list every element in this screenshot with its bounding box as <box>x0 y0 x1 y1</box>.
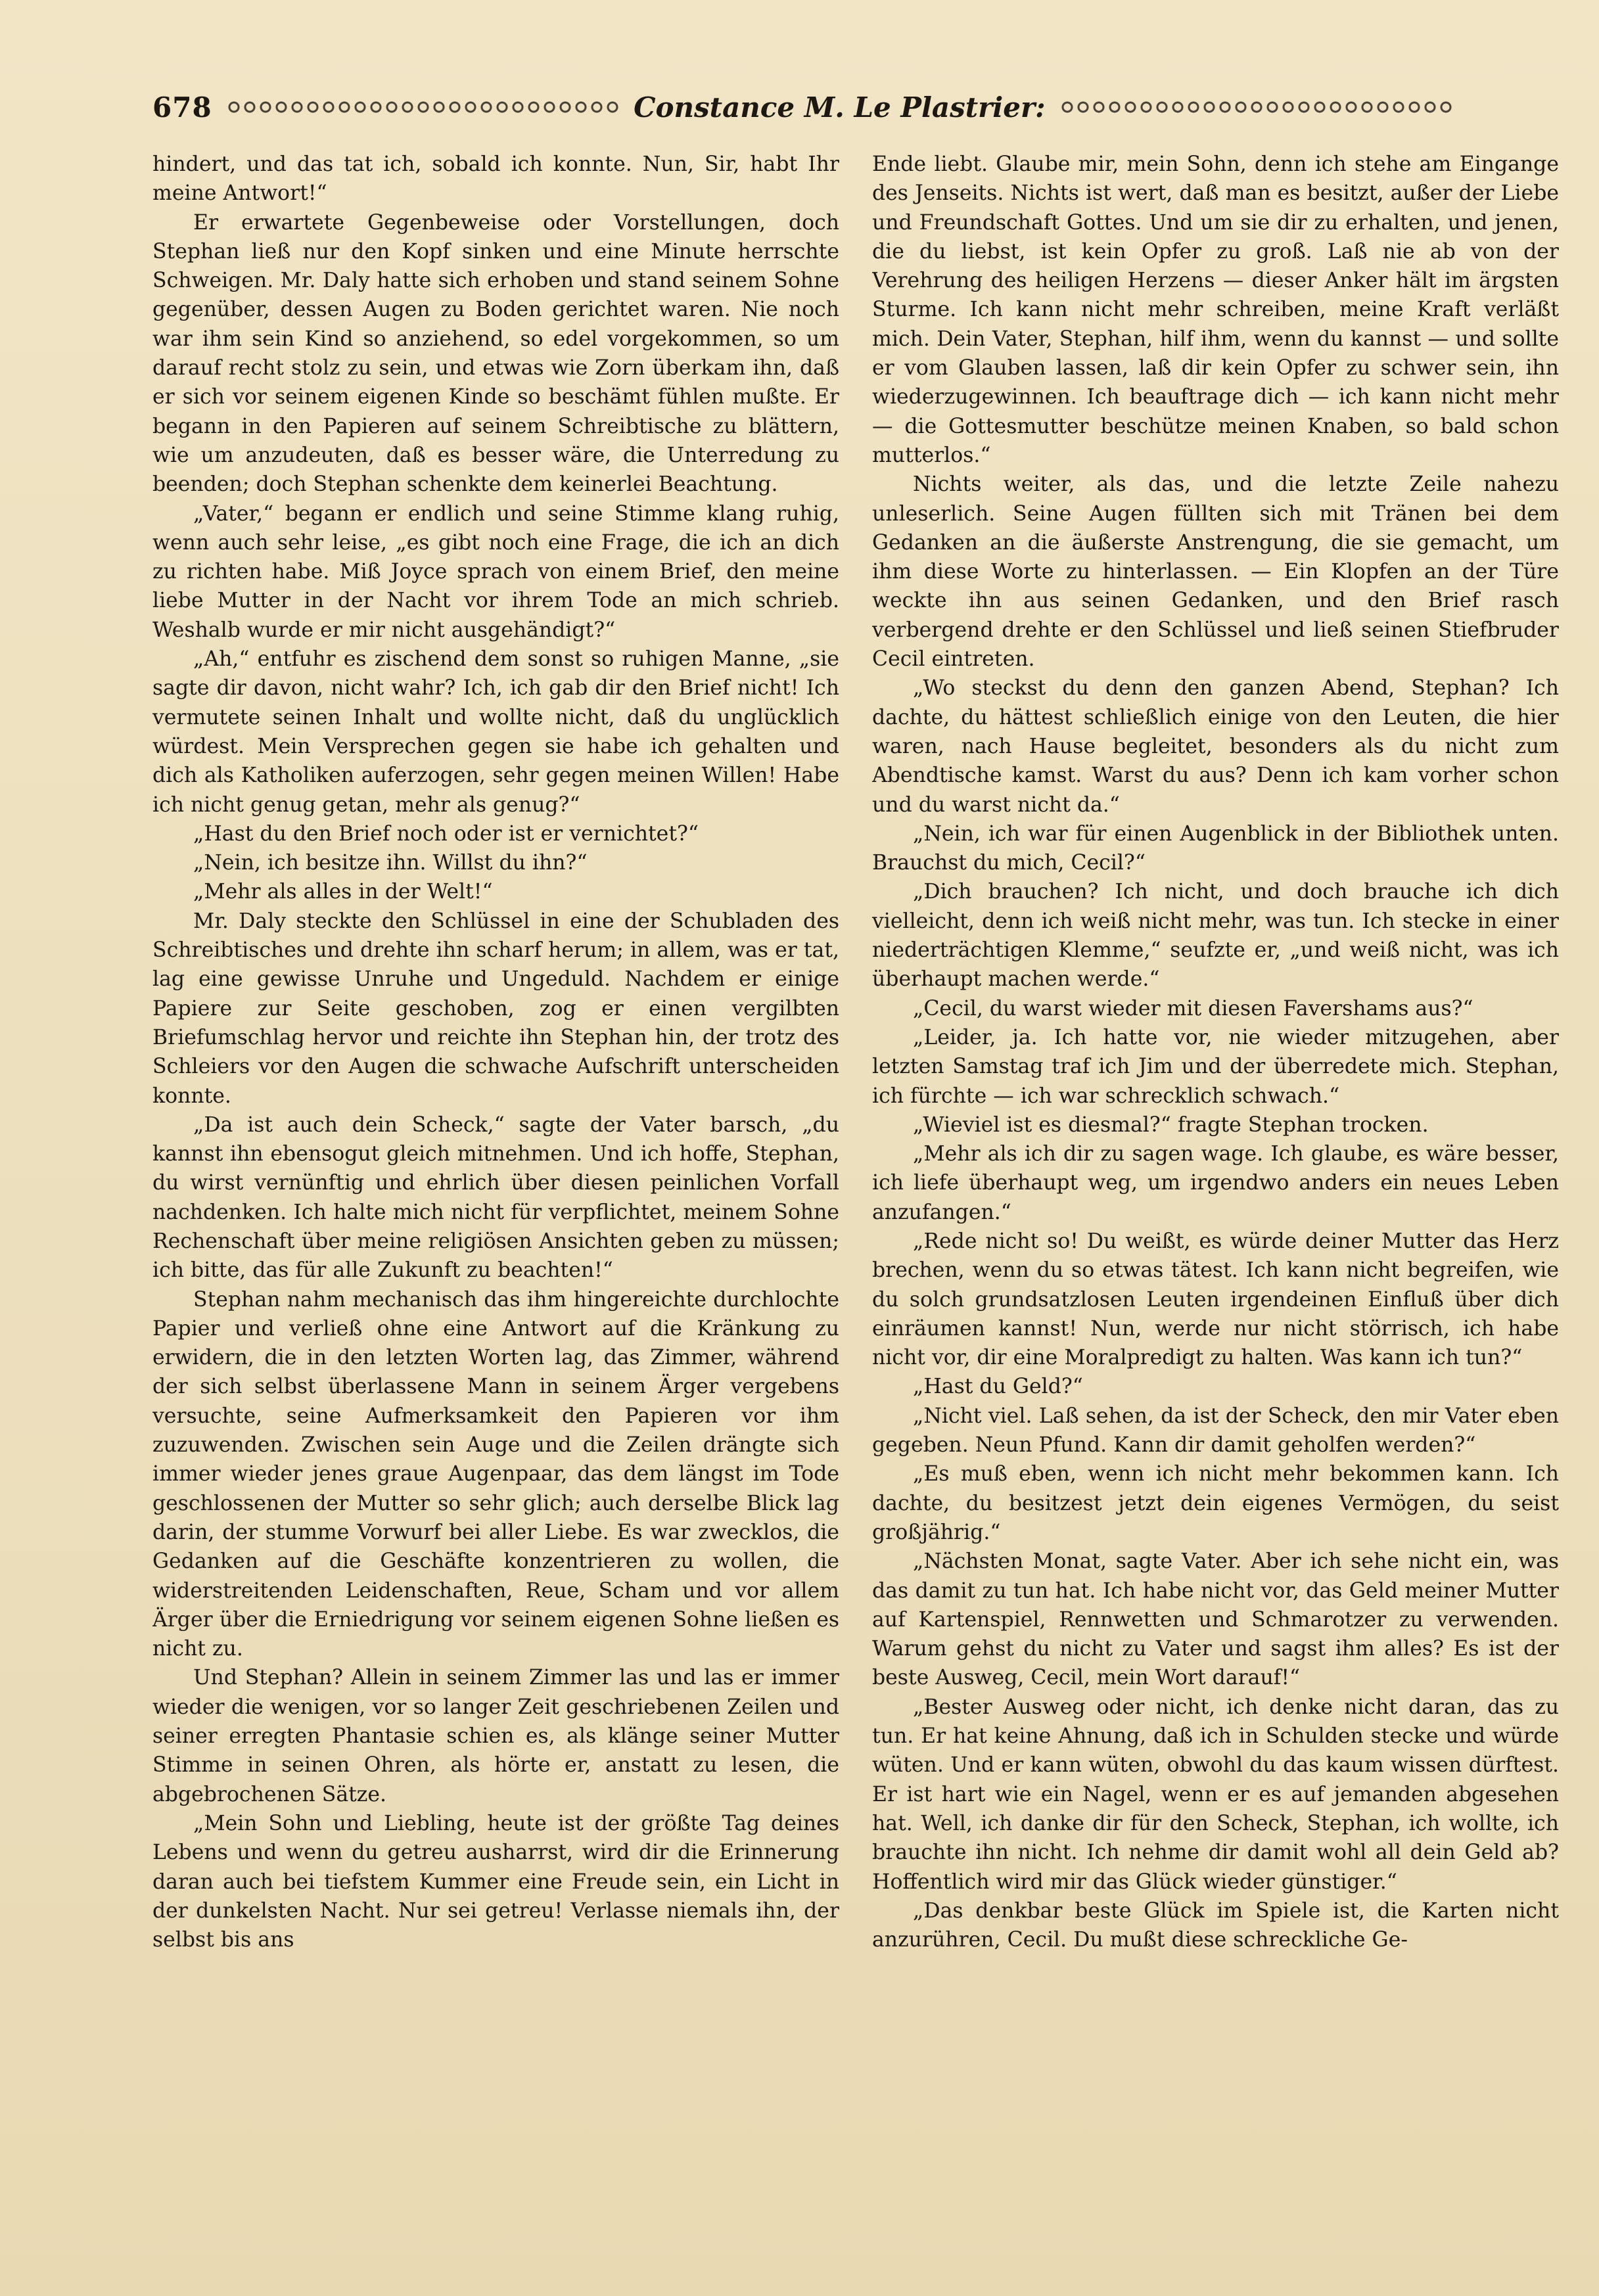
paragraph: Nichts weiter, als das, und die letzte Zeile nahezu unleserlich. Seine Augen füllten sich mit Tränen bei dem Gedanken an die äußerste Anstrengung, die sie gemacht, um ihm diese Worte zu hinterlassen. — Ein Klopfen an der Türe weckte ihn aus seinen Gedanken, und den Brief rasch verbergend drehte er den Schlüssel und ließ seinen Stiefbruder Cecil eintreten. <box>872 472 1559 672</box>
paragraph: „Mein Sohn und Liebling, heute ist der größte Tag deines Lebens und wenn du getreu ausharrst, wird dir die Erinnerung daran auch bei tiefstem Kummer eine Freude sein, ein Licht in der dunkelsten Nacht. Nur sei getreu! Verlasse niemals ihn, der selbst bis ans <box>152 1811 839 1952</box>
paragraph: „Wieviel ist es diesmal?“ fragte Stephan trocken. <box>913 1113 1429 1137</box>
paragraph: Stephan nahm mechanisch das ihm hingereichte durchlochte Papier und verließ ohne eine Antwort auf die Kränkung zu erwidern, die in den letzten Worten lag, das Zimmer, während der sich selbst überlassene Mann in seinem Ärger vergebens versuchte, seine Aufmerksamkeit den Papieren vor ihm zuzuwenden. Zwischen sein Auge und die Zeilen drängte sich immer wieder jenes graue Augenpaar, das dem längst im Tode geschlossenen der Mutter so sehr glich; auch derselbe Blick lag darin, der stumme Vorwurf bei aller Liebe. Es war zwecklos, die Gedanken auf die Geschäfte konzentrieren zu wollen, die widerstreitenden Leidenschaften, Reue, Scham und vor allem Ärger über die Erniedrigung vor seinem eigenen Sohne ließen es nicht zu. <box>152 1287 839 1661</box>
paragraph: „Es muß eben, wenn ich nicht mehr bekommen kann. Ich dachte, du besitzest jetzt dein eigenes Vermögen, du seist großjährig.“ <box>872 1462 1559 1544</box>
ornament-rule-left <box>227 100 619 114</box>
paragraph: „Leider, ja. Ich hatte vor, nie wieder mitzugehen, aber letzten Samstag traf ich Jim und der überredete mich. Stephan, ich fürchte — ich war schrecklich schwach.“ <box>872 1025 1559 1108</box>
page-number: 678 <box>152 91 212 124</box>
text-column-left <box>152 150 839 2154</box>
paragraph: „Ah,“ entfuhr es zischend dem sonst so ruhigen Manne, „sie sagte dir davon, nicht wahr? Ich, ich gab dir den Brief nicht! Ich vermutete seinen Inhalt und wollte nicht, daß du unglücklich würdest. Mein Versprechen gegen sie habe ich gehalten und dich als Katholiken auferzogen, sehr gegen meinen Willen! Habe ich nicht genug getan, mehr als genug?“ <box>152 647 839 817</box>
paragraph: Er erwartete Gegenbeweise oder Vorstellungen, doch Stephan ließ nur den Kopf sinken und eine Minute herrschte Schweigen. Mr. Daly hatte sich erhoben und stand seinem Sohne gegenüber, dessen Augen zu Boden gerichtet waren. Nie noch war ihm sein Kind so anziehend, so edel vorgekommen, so um darauf recht stolz zu sein, und etwas wie Zorn überkam ihn, daß er sich vor seinem eigenen Kinde so beschämt fühlen mußte. Er begann in den Papieren auf seinem Schreibtische zu blättern, wie um anzudeuten, daß es besser wäre, die Unterredung zu beenden; doch Stephan schenkte dem keinerlei Beachtung. <box>152 210 839 497</box>
paragraph: „Das denkbar beste Glück im Spiele ist, die Karten nicht anzurühren, Cecil. Du mußt diese schreckliche Ge- <box>872 1898 1559 1952</box>
paragraph: „Mehr als alles in der Welt!“ <box>193 880 493 904</box>
paragraph: „Mehr als ich dir zu sagen wage. Ich glaube, es wäre besser, ich liefe überhaupt weg, um irgendwo anders ein neues Leben anzufangen.“ <box>872 1142 1559 1224</box>
paragraph: „Nächsten Monat, sagte Vater. Aber ich sehe nicht ein, was das damit zu tun hat. Ich habe nicht vor, das Geld meiner Mutter auf Kartenspiel, Rennwetten und Schmarotzer zu verwenden. Warum gehst du nicht zu Vater und sagst ihm alles? Es ist der beste Ausweg, Cecil, mein Wort darauf!“ <box>872 1550 1559 1690</box>
paragraph: „Bester Ausweg oder nicht, ich denke nicht daran, das zu tun. Er hat keine Ahnung, daß ich in Schulden stecke und würde wüten. Und er kann wüten, obwohl du das kaum wissen dürftest. Er ist hart wie ein Nagel, wenn er es auf jemanden abgesehen hat. Well, ich danke dir für den Scheck, Stephan, ich wollte, ich brauchte ihn nicht. Ich nehme dir damit wohl all dein Geld ab? Hoffentlich wird mir das Glück wieder günstiger.“ <box>872 1695 1559 1894</box>
paragraph: Und Stephan? Allein in seinem Zimmer las und las er immer wieder die wenigen, vor so langer Zeit geschriebenen Zeilen und seiner erregten Phantasie schien es, als klänge seiner Mutter Stimme in seinen Ohren, als hörte er, anstatt zu lesen, die abgebrochenen Sätze. <box>152 1666 839 1806</box>
running-title: Constance M. Le Plastrier: <box>634 91 1046 124</box>
paragraph: „Hast du Geld?“ <box>913 1375 1083 1399</box>
paragraph: Mr. Daly steckte den Schlüssel in eine der Schubladen des Schreibtisches und drehte ihn scharf herum; in allem, was er tat, lag eine gewisse Unruhe und Ungeduld. Nachdem er einige Papiere zur Seite geschoben, zog er einen vergilbten Briefumschlag hervor und reichte ihn Stephan hin, der trotz des Schleiers vor den Augen die schwache Aufschrift unterscheiden konnte. <box>152 909 839 1108</box>
page-header <box>152 84 1467 130</box>
paragraph: „Vater,“ begann er endlich und seine Stimme klang ruhig, wenn auch sehr leise, „es gibt noch eine Frage, die ich an dich zu richten habe. Miß Joyce sprach von einem Brief, den meine liebe Mutter in der Nacht vor ihrem Tode an mich schrieb. Weshalb wurde er mir nicht ausgehändigt?“ <box>152 501 839 642</box>
paragraph: „Cecil, du warst wieder mit diesen Favershams aus?“ <box>913 996 1473 1021</box>
paragraph: „Da ist auch dein Scheck,“ sagte der Vater barsch, „du kannst ihn ebensogut gleich mitnehmen. Und ich hoffe, Stephan, du wirst vernünftig und ehrlich über diesen peinlichen Vorfall nachdenken. Ich halte mich nicht für verpflichtet, meinem Sohne Rechenschaft über meine religiösen Ansichten geben zu müssen; ich bitte, das für alle Zukunft zu beachten!“ <box>152 1113 839 1283</box>
paragraph: „Nein, ich besitze ihn. Willst du ihn?“ <box>193 851 588 875</box>
ornament-rule-right <box>1060 100 1452 114</box>
text-column-right <box>872 150 1559 2154</box>
paragraph: „Hast du den Brief noch oder ist er vernichtet?“ <box>193 821 699 846</box>
paragraph: „Wo steckst du denn den ganzen Abend, Stephan? Ich dachte, du hättest schließlich einige von den Leuten, die hier waren, nach Hause begleitet, besonders als du nicht zum Abendtische kamst. Warst du aus? Denn ich kam vorher schon und du warst nicht da.“ <box>872 676 1559 817</box>
paragraph: „Rede nicht so! Du weißt, es würde deiner Mutter das Herz brechen, wenn du so etwas tätest. Ich kann nicht begreifen, wie du solch grundsatzlosen Leuten irgendeinen Einfluß über dich einräumen kannst! Nun, werde nur nicht störrisch, ich habe nicht vor, dir eine Moralpredigt zu halten. Was kann ich tun?“ <box>872 1229 1559 1370</box>
paragraph: „Nein, ich war für einen Augenblick in der Bibliothek unten. Brauchst du mich, Cecil?“ <box>872 821 1559 875</box>
paragraph: hindert, und das tat ich, sobald ich konnte. Nun, Sir, habt Ihr meine Antwort!“ <box>152 152 839 206</box>
paragraph: „Nicht viel. Laß sehen, da ist der Scheck, den mir Vater eben gegeben. Neun Pfund. Kann dir damit geholfen werden?“ <box>872 1404 1559 1458</box>
paragraph: „Dich brauchen? Ich nicht, und doch brauche ich dich vielleicht, denn ich weiß nicht mehr, was tun. Ich stecke in einer niederträchtigen Klemme,“ seufzte er, „und weiß nicht, was ich überhaupt machen werde.“ <box>872 880 1559 992</box>
paragraph: Ende liebt. Glaube mir, mein Sohn, denn ich stehe am Eingange des Jenseits. Nichts ist wert, daß man es besitzt, außer der Liebe und Freundschaft Gottes. Und um sie dir zu erhalten, und jenen, die du liebst, ist kein Opfer zu groß. Laß nie ab von der Verehrung des heiligen Herzens — dieser Anker hält im ärgsten Sturme. Ich kann nicht mehr schreiben, meine Kraft verläßt mich. Dein Vater, Stephan, hilf ihm, wenn du kannst — und sollte er vom Glauben lassen, laß dir kein Opfer zu schwer sein, ihn wiederzugewinnen. Ich beauftrage dich — ich kann nicht mehr — die Gottesmutter beschütze meinen Knaben, so bald schon mutterlos.“ <box>872 152 1559 467</box>
